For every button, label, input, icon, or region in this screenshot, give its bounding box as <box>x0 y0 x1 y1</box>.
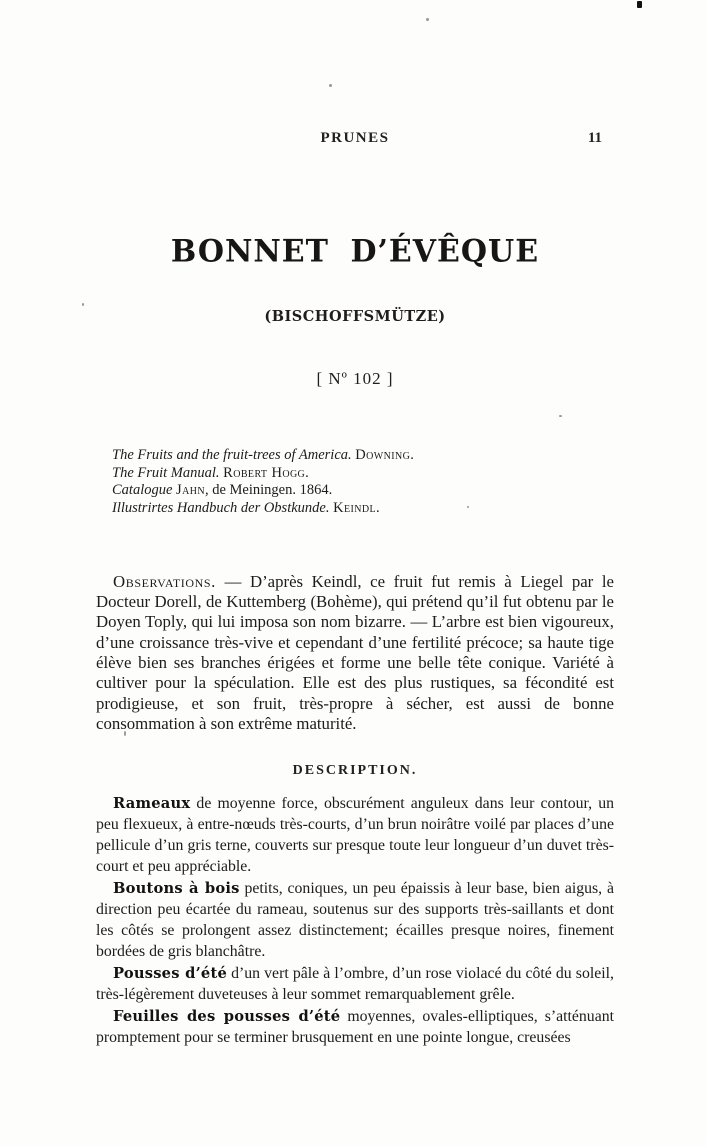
bibliography-entry-part: Jahn <box>176 482 205 498</box>
bibliography-entry-part: Illustrirtes Handbuch der Obstkunde. <box>112 499 334 516</box>
bibliography-entry-part: The Fruit Manual. <box>112 464 224 481</box>
scan-speck <box>426 18 429 21</box>
description-paragraph-lead: Pousses d’été <box>113 965 227 982</box>
description-paragraph-lead: Feuilles des pousses d’été <box>113 1008 341 1025</box>
bibliography-entry <box>112 500 614 518</box>
description-paragraph-lead: Boutons à bois <box>113 880 240 897</box>
running-header <box>96 130 614 150</box>
description-paragraph: Feuilles des pousses d’été moyennes, ovales-elliptiques, s’atténuant promptement pour se terminer brusquement en une pointe longue, creusées <box>96 1008 614 1046</box>
bibliography-entry-part: Downing. <box>355 447 415 463</box>
bibliography-entry-part: Keindl. <box>333 499 380 516</box>
bibliography-entry-part: Robert Hogg. <box>223 464 310 481</box>
description-paragraph: Pousses d’été d’un vert pâle à l’ombre, d’un rose violacé du côté du soleil, très-légèrement duveteuses à leur sommet remarquablement grêle. <box>96 965 614 1003</box>
bibliography-entry <box>112 482 614 500</box>
catalog-number: [ Nº 102 ] <box>316 369 394 388</box>
bibliography-entry <box>112 447 614 465</box>
description-paragraphs <box>96 793 614 1049</box>
section-heading-description: DESCRIPTION. <box>292 763 418 778</box>
description-paragraph: Rameaux de moyenne force, obscurément anguleux dans leur contour, un peu flexueux, à entre-nœuds très-courts, d’un brun noirâtre voilé par places d’une pellicule d’un gris terne, couverts sur presque toute leur longueur d’un duvet très-court et peu appréciable. <box>96 795 614 875</box>
bibliography-entry-part: The Fruits and the fruit-trees of America. <box>112 447 356 463</box>
observations-paragraph <box>96 572 614 734</box>
description-paragraph: Boutons à bois petits, coniques, un peu épaissis à leur base, bien aigus, à direction peu écartée du rameau, soutenus sur des supports très-saillants et dont les côtés se prolongent assez distinctement; écailles presque noires, finement bordées de gris blanchâtre. <box>96 880 614 960</box>
observations-text: — D’après Keindl, ce fruit fut remis à Liegel par le Docteur Dorell, de Kuttemberg (Bohème), qui prétend qu’il fut obtenu par le Doyen Toply, qui lui imposa son nom bizarre. — L’arbre est bien vigoureux, d’une croissance très-vive et cependant d’une fertilité précoce; sa haute tige élève bien ses branches érigées et forme une belle tête conique. Variété à cultiver pour la spéculation. Elle est des plus rustiques, sa fécondité est prodigieuse, et son fruit, très-propre à sécher, est aussi de bonne consommation à son extrême maturité. <box>96 571 614 733</box>
running-title: PRUNES <box>320 130 390 146</box>
variety-title: BONNET D’ÉVÊQUE <box>170 233 540 270</box>
bibliography-entry <box>112 465 614 483</box>
scan-speck <box>637 1 642 8</box>
bibliography <box>96 447 614 517</box>
german-name-subtitle: (BISCHOFFSMÜTZE) <box>264 308 446 325</box>
scan-speck <box>82 303 84 306</box>
page-number: 11 <box>587 130 602 146</box>
description-paragraph-lead: Rameaux <box>113 795 191 812</box>
observations-lead: Observations. <box>113 571 216 591</box>
scan-speck <box>559 415 562 417</box>
scan-speck <box>329 84 332 87</box>
bibliography-entry-part: , de Meiningen. 1864. <box>204 482 333 498</box>
bibliography-entry-part: Catalogue <box>112 482 177 498</box>
